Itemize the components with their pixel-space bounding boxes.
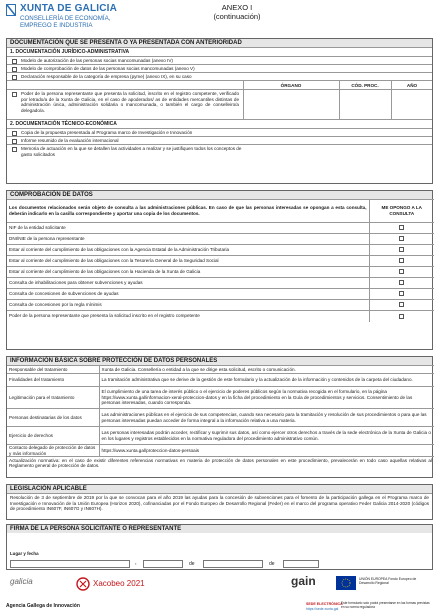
- logo-subtitle: [20, 15, 110, 29]
- comprobacion-item: Consulta de concesiones por la regla mínimis: [7, 300, 369, 311]
- opongo-checkbox[interactable]: [399, 258, 404, 263]
- lugar-fecha-label: Lugar y fecha: [10, 551, 39, 556]
- comprobacion-intro: Los documentos relacionados serán objeto de consulta a las administraciones públicas. En caso de que las personas interesadas se opongan a esta consulta, deberán indicarlo en la casilla correspondiente y aportar una copia de los documentos.: [7, 200, 369, 223]
- juridica-title: 1. DOCUMENTACIÓN JURÍDICO-ADMINISTRATIVA: [7, 47, 432, 56]
- proteccion-value: El cumplimiento de una tarea de interés público o el ejercicio de poderes públicos según la normativa recogida en el formulario, en la página https://www.xunta.gal/informacion-xeral-proteccion-datos y en la ficha del procedimiento en la Guía de procedimientos y servicios. Consentimiento de las personas interesadas, cuando corresponda.: [99, 387, 434, 409]
- proteccion-section: [6, 356, 433, 478]
- legislacion-title: LEGISLACIÓN APLICABLE: [7, 485, 432, 493]
- comprobacion-item: DNI/NIE de la persona representante: [7, 234, 369, 245]
- doc-row: [7, 144, 432, 158]
- xacobeo-emblem-icon: [76, 577, 90, 591]
- cod-proc-header: CÓD. PROC.: [351, 83, 379, 88]
- lugar-field[interactable]: [10, 560, 130, 568]
- comprobacion-item: Estar al corriente del cumplimiento de las obligaciones con la Tesorería General de la Seguridad Social: [7, 256, 369, 267]
- documentacion-section: [6, 38, 433, 184]
- galicia-logo: galicia: [10, 577, 33, 586]
- ano-header: AÑO: [406, 83, 418, 88]
- comprobacion-item: Estar al corriente del cumplimiento de las obligaciones con la Hacienda de la Xunta de Galicia: [7, 267, 369, 278]
- actualizacion-normativa: Actualización normativa: en el caso de existir diferentes referencias normativas en materia de protección de datos personales en este procedimiento, prevalecerán en todo caso aquellas relativas al Reglamento general de protección de datos.: [9, 457, 432, 469]
- comprobacion-item: Consulta de inhabilitaciones para obtener subvenciones y ayudas: [7, 278, 369, 289]
- poder-label: Poder de la persona representante que presenta la solicitud, inscrito en el registro competente, verificado por letrado/a de la Xunta de Galicia, en el caso de apoderados/ as de entidades mercantiles distintas de administración única, administración solidaria o mancomunada, o también el cargo de conselleiro/a delegado/a.: [21, 91, 239, 113]
- cod-proc-field[interactable]: [339, 90, 340, 119]
- annex-subtitle: (continuación): [213, 11, 261, 21]
- opongo-checkbox[interactable]: [399, 225, 404, 230]
- proteccion-key: Ejercicio de derechos: [7, 427, 99, 445]
- page-footer: [6, 574, 433, 612]
- doc-checkbox[interactable]: [12, 131, 17, 136]
- doc-checkbox[interactable]: [12, 67, 17, 72]
- opongo-checkbox[interactable]: [399, 247, 404, 252]
- prev-header-row: [7, 80, 432, 89]
- tecnica-title: 2. DOCUMENTACIÓN TÉCNICO-ECONÓMICA: [7, 119, 432, 128]
- logo-subtitle-line1: CONSELLERÍA DE ECONOMÍA,: [20, 15, 111, 22]
- proteccion-key: Personas destinatarias de los datos: [7, 409, 99, 427]
- proteccion-key: Responsable del tratamiento: [7, 366, 99, 374]
- doc-checkbox[interactable]: [12, 139, 17, 144]
- proteccion-value: Xunta de Galicia. Consellería o entidad a la que se dirige esta solicitud, escrito o comunicación.: [99, 366, 434, 374]
- legislacion-section: [6, 484, 433, 520]
- doc-label: Modelo de autorización de las personas socias mancomunadas (anexo IV): [21, 58, 173, 63]
- ano-field[interactable]: [391, 90, 392, 119]
- doc-label: Modelo de comprobación de datos de las personas socias mancomunadas (anexo V): [21, 66, 195, 71]
- legislacion-text: Resolución de 3 de septiembre de 2019 por la que se convocan para el año 2019 las ayudas para la concesión de subvenciones para el fomento de la participación gallega en el Programa marco de Investigación e Innovación de la Unión Europea (Horizon 2020), cofinanciadas por el Fondo Europeo de Desarrollo Regional (Feder) en el marco del programa operativo Feder Galicia 2014-2020 (códigos de procedimiento IN607F, IN607G y IN607H).: [7, 493, 432, 513]
- xunta-shield-icon: [6, 4, 16, 16]
- dia-field[interactable]: [143, 560, 183, 568]
- sede-label: SEDE ELECTRÓNICA: [306, 602, 343, 606]
- logo-subtitle-line2: EMPREGO E INDUSTRIA: [20, 22, 93, 29]
- proteccion-key: Legitimación para el tratamiento: [7, 387, 99, 409]
- proteccion-table: [7, 365, 434, 470]
- opongo-header: ME OPONGO A LA CONSULTA: [369, 200, 434, 223]
- proteccion-value: La tramitación administrativa que se derive de la gestión de este formulario y la actualización de la información y contenidos de la carpeta del ciudadano.: [99, 374, 434, 387]
- proteccion-value: Las personas interesadas podrán acceder, rectificar y suprimir sus datos, así como ejercer otros derechos a través de la sede electrónica de la Xunta de Galicia o en los lugares y registros establecidos en la normativa reguladora del procedimiento administrativo común.: [99, 427, 434, 445]
- opongo-checkbox[interactable]: [399, 314, 404, 319]
- comprobacion-section: [6, 190, 433, 350]
- organo-field[interactable]: [243, 90, 244, 119]
- organo-header: ÓRGANO: [280, 83, 302, 88]
- comprobacion-table: [7, 199, 434, 322]
- poder-checkbox[interactable]: [12, 92, 17, 97]
- doc-checkbox[interactable]: [12, 59, 17, 64]
- de-separator-2: de: [269, 561, 275, 567]
- page-header: [6, 4, 433, 36]
- annex-title: ANEXO I: [221, 3, 253, 12]
- eu-feder-text: UNIÓN EUROPEA Fondo Europeo de Desarrollo Regional: [359, 577, 417, 585]
- opongo-checkbox[interactable]: [399, 302, 404, 307]
- proteccion-title: INFORMACIÓN BÁSICA SOBRE PROTECCIÓN DE DATOS PERSONALES: [7, 357, 432, 365]
- comprobacion-item: NIF de la entidad solicitante: [7, 223, 369, 234]
- xunta-logo: [6, 4, 166, 36]
- agency-name: Agencia Gallega de Innovación: [6, 603, 80, 609]
- doc-label: Memoria de actuación en la que se detallen las actividades a realizar y se justifiquen todos los conceptos de gasto solicitados: [21, 146, 242, 157]
- doc-label: Copia de la propuesta presentada al Programa marco de Investigación e Innovación: [21, 130, 193, 135]
- comma-separator: ,: [135, 560, 137, 566]
- proteccion-value: Las administraciones públicas en el ejercicio de sus competencias, cuando sea necesario para la tramitación y resolución de sus procedimientos o para que las personas interesadas puedan acceder de forma integral a la información relativa a una materia.: [99, 409, 434, 427]
- opongo-checkbox[interactable]: [399, 236, 404, 241]
- doc-row: [7, 56, 432, 64]
- documentacion-title: DOCUMENTACIÓN QUE SE PRESENTA O YA PRESENTADA CON ANTERIORIDAD: [7, 39, 432, 47]
- opongo-checkbox[interactable]: [399, 291, 404, 296]
- doc-row: [7, 72, 432, 80]
- comprobacion-item: Consulta de concesiones de subvenciones de ayudas: [7, 289, 369, 300]
- doc-checkbox[interactable]: [12, 147, 17, 152]
- annex-label: [202, 4, 272, 21]
- doc-row: [7, 64, 432, 72]
- proteccion-key: Contacto delegado de protección de datos y más información: [7, 445, 99, 457]
- proteccion-key: Finalidades del tratamiento: [7, 374, 99, 387]
- opongo-checkbox[interactable]: [399, 269, 404, 274]
- doc-label: Declaración responsable de la categoría de empresa (pyme) (anexo IX), en su caso: [21, 74, 192, 79]
- comprobacion-item: Estar al corriente del cumplimiento de las obligaciones con la Agencia Estatal de la Administración Tributaria: [7, 245, 369, 256]
- gain-logo: gain: [291, 574, 316, 588]
- firma-section: [6, 524, 433, 570]
- ano-firma-field[interactable]: [283, 560, 319, 568]
- doc-row: [7, 136, 432, 144]
- comprobacion-item: Poder de la persona representante que presenta la solicitud inscrito en el registro competente: [7, 311, 369, 322]
- doc-label: Informe resumido de la evaluación internacional: [21, 138, 119, 143]
- poder-row: [7, 89, 432, 119]
- firma-title: FIRMA DE LA PERSONA SOLICITANTE O REPRESENTANTE: [7, 525, 432, 533]
- eu-flag-icon: [336, 576, 356, 590]
- xacobeo-logo: Xacobeo 2021: [93, 579, 145, 588]
- logo-title: XUNTA DE GALICIA: [20, 3, 118, 14]
- de-separator-1: de: [189, 561, 195, 567]
- sede-url[interactable]: https://sede.xunta.gal: [306, 607, 339, 611]
- proteccion-url[interactable]: https://www.xunta.gal/proteccion-datos-persoais: [99, 445, 434, 457]
- comprobacion-title: COMPROBACIÓN DE DATOS: [7, 191, 432, 199]
- mes-field[interactable]: [203, 560, 263, 568]
- doc-row: [7, 128, 432, 136]
- doc-checkbox[interactable]: [12, 75, 17, 80]
- sede-note: Este formulario solo podrá presentarse en las formas previstas en su norma reguladora: [341, 601, 430, 609]
- opongo-checkbox[interactable]: [399, 280, 404, 285]
